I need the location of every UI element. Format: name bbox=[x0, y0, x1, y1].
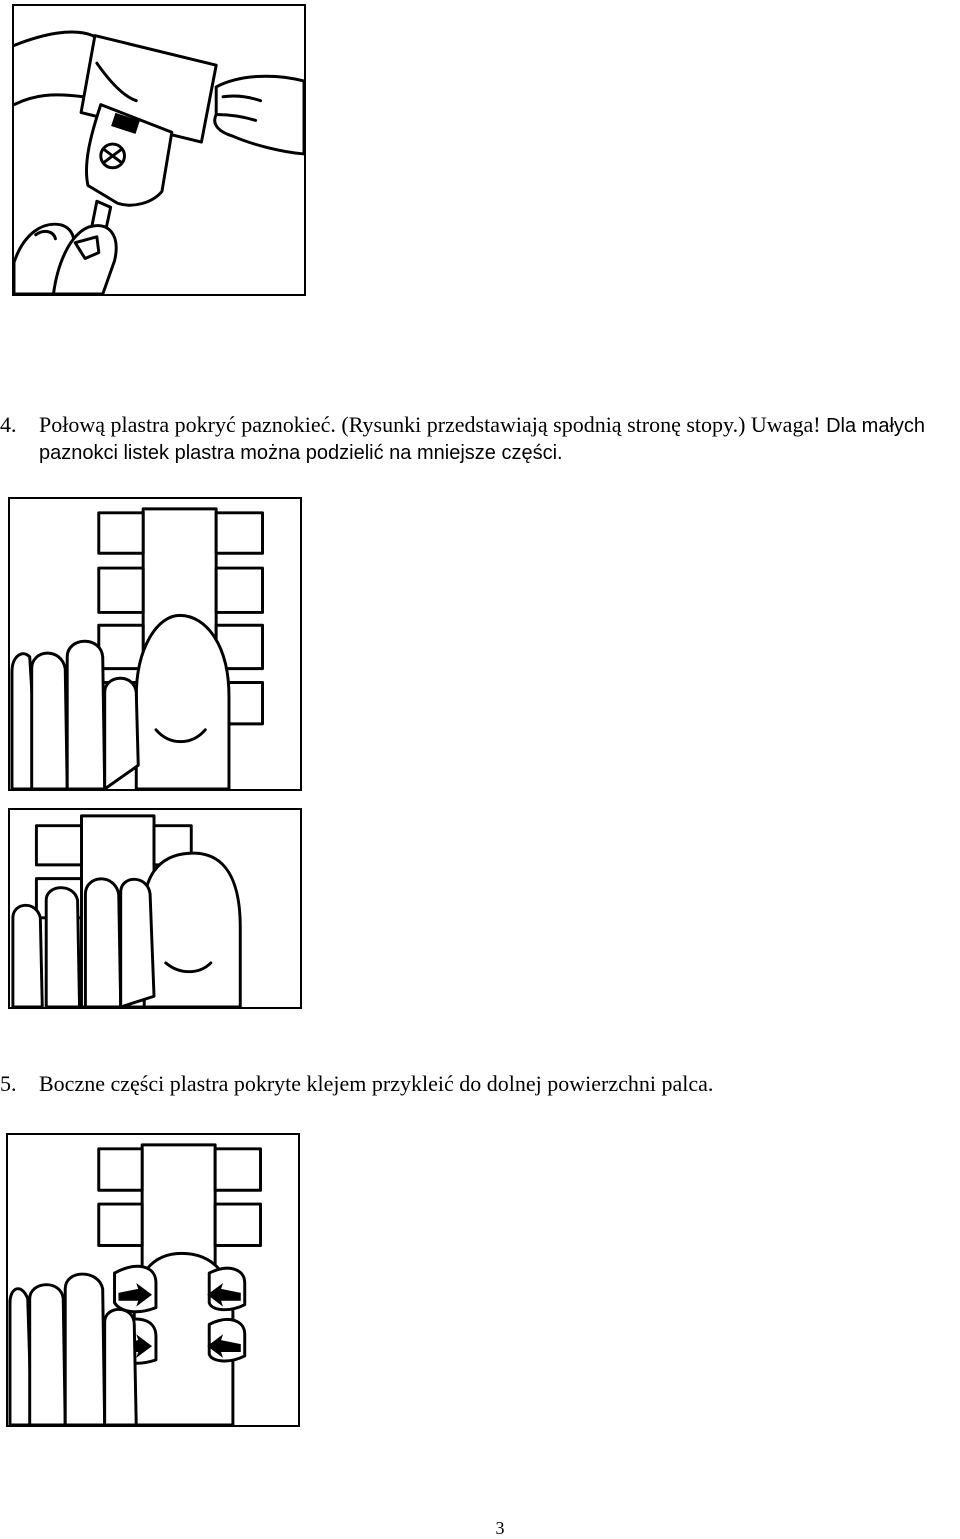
toe-wrapping-arrows-icon bbox=[8, 1135, 298, 1425]
step-4-paragraph bbox=[0, 412, 960, 472]
toes-with-plaster-icon bbox=[10, 499, 300, 789]
hands-bottle-applying-to-toenail-icon bbox=[14, 6, 304, 294]
step-5-text: Boczne części plastra pokryte klejem przykleić do dolnej powierzchni palca. bbox=[39, 1071, 714, 1096]
figure-wrap-sides bbox=[6, 1133, 300, 1427]
figure-cover-nail-half bbox=[8, 497, 302, 791]
figure-apply-liquid bbox=[12, 4, 306, 296]
step-5-paragraph bbox=[0, 1071, 960, 1101]
page-number: 3 bbox=[495, 1518, 505, 1538]
step-5-number: 5. bbox=[0, 1071, 17, 1096]
step-4-line-1: Połową plastra pokryć paznokieć. (Rysunki przedstawiają spodnią stronę stopy.) Uwaga! bbox=[39, 412, 821, 437]
step-4-number: 4. bbox=[0, 412, 17, 437]
figure-small-nail bbox=[8, 808, 302, 1009]
step-4-line-2: paznokci listek plastra można podzielić na mniejsze części. bbox=[39, 442, 563, 464]
step-4-line-1-end: Dla małych bbox=[820, 415, 926, 437]
toes-with-split-plaster-icon bbox=[10, 810, 300, 1007]
